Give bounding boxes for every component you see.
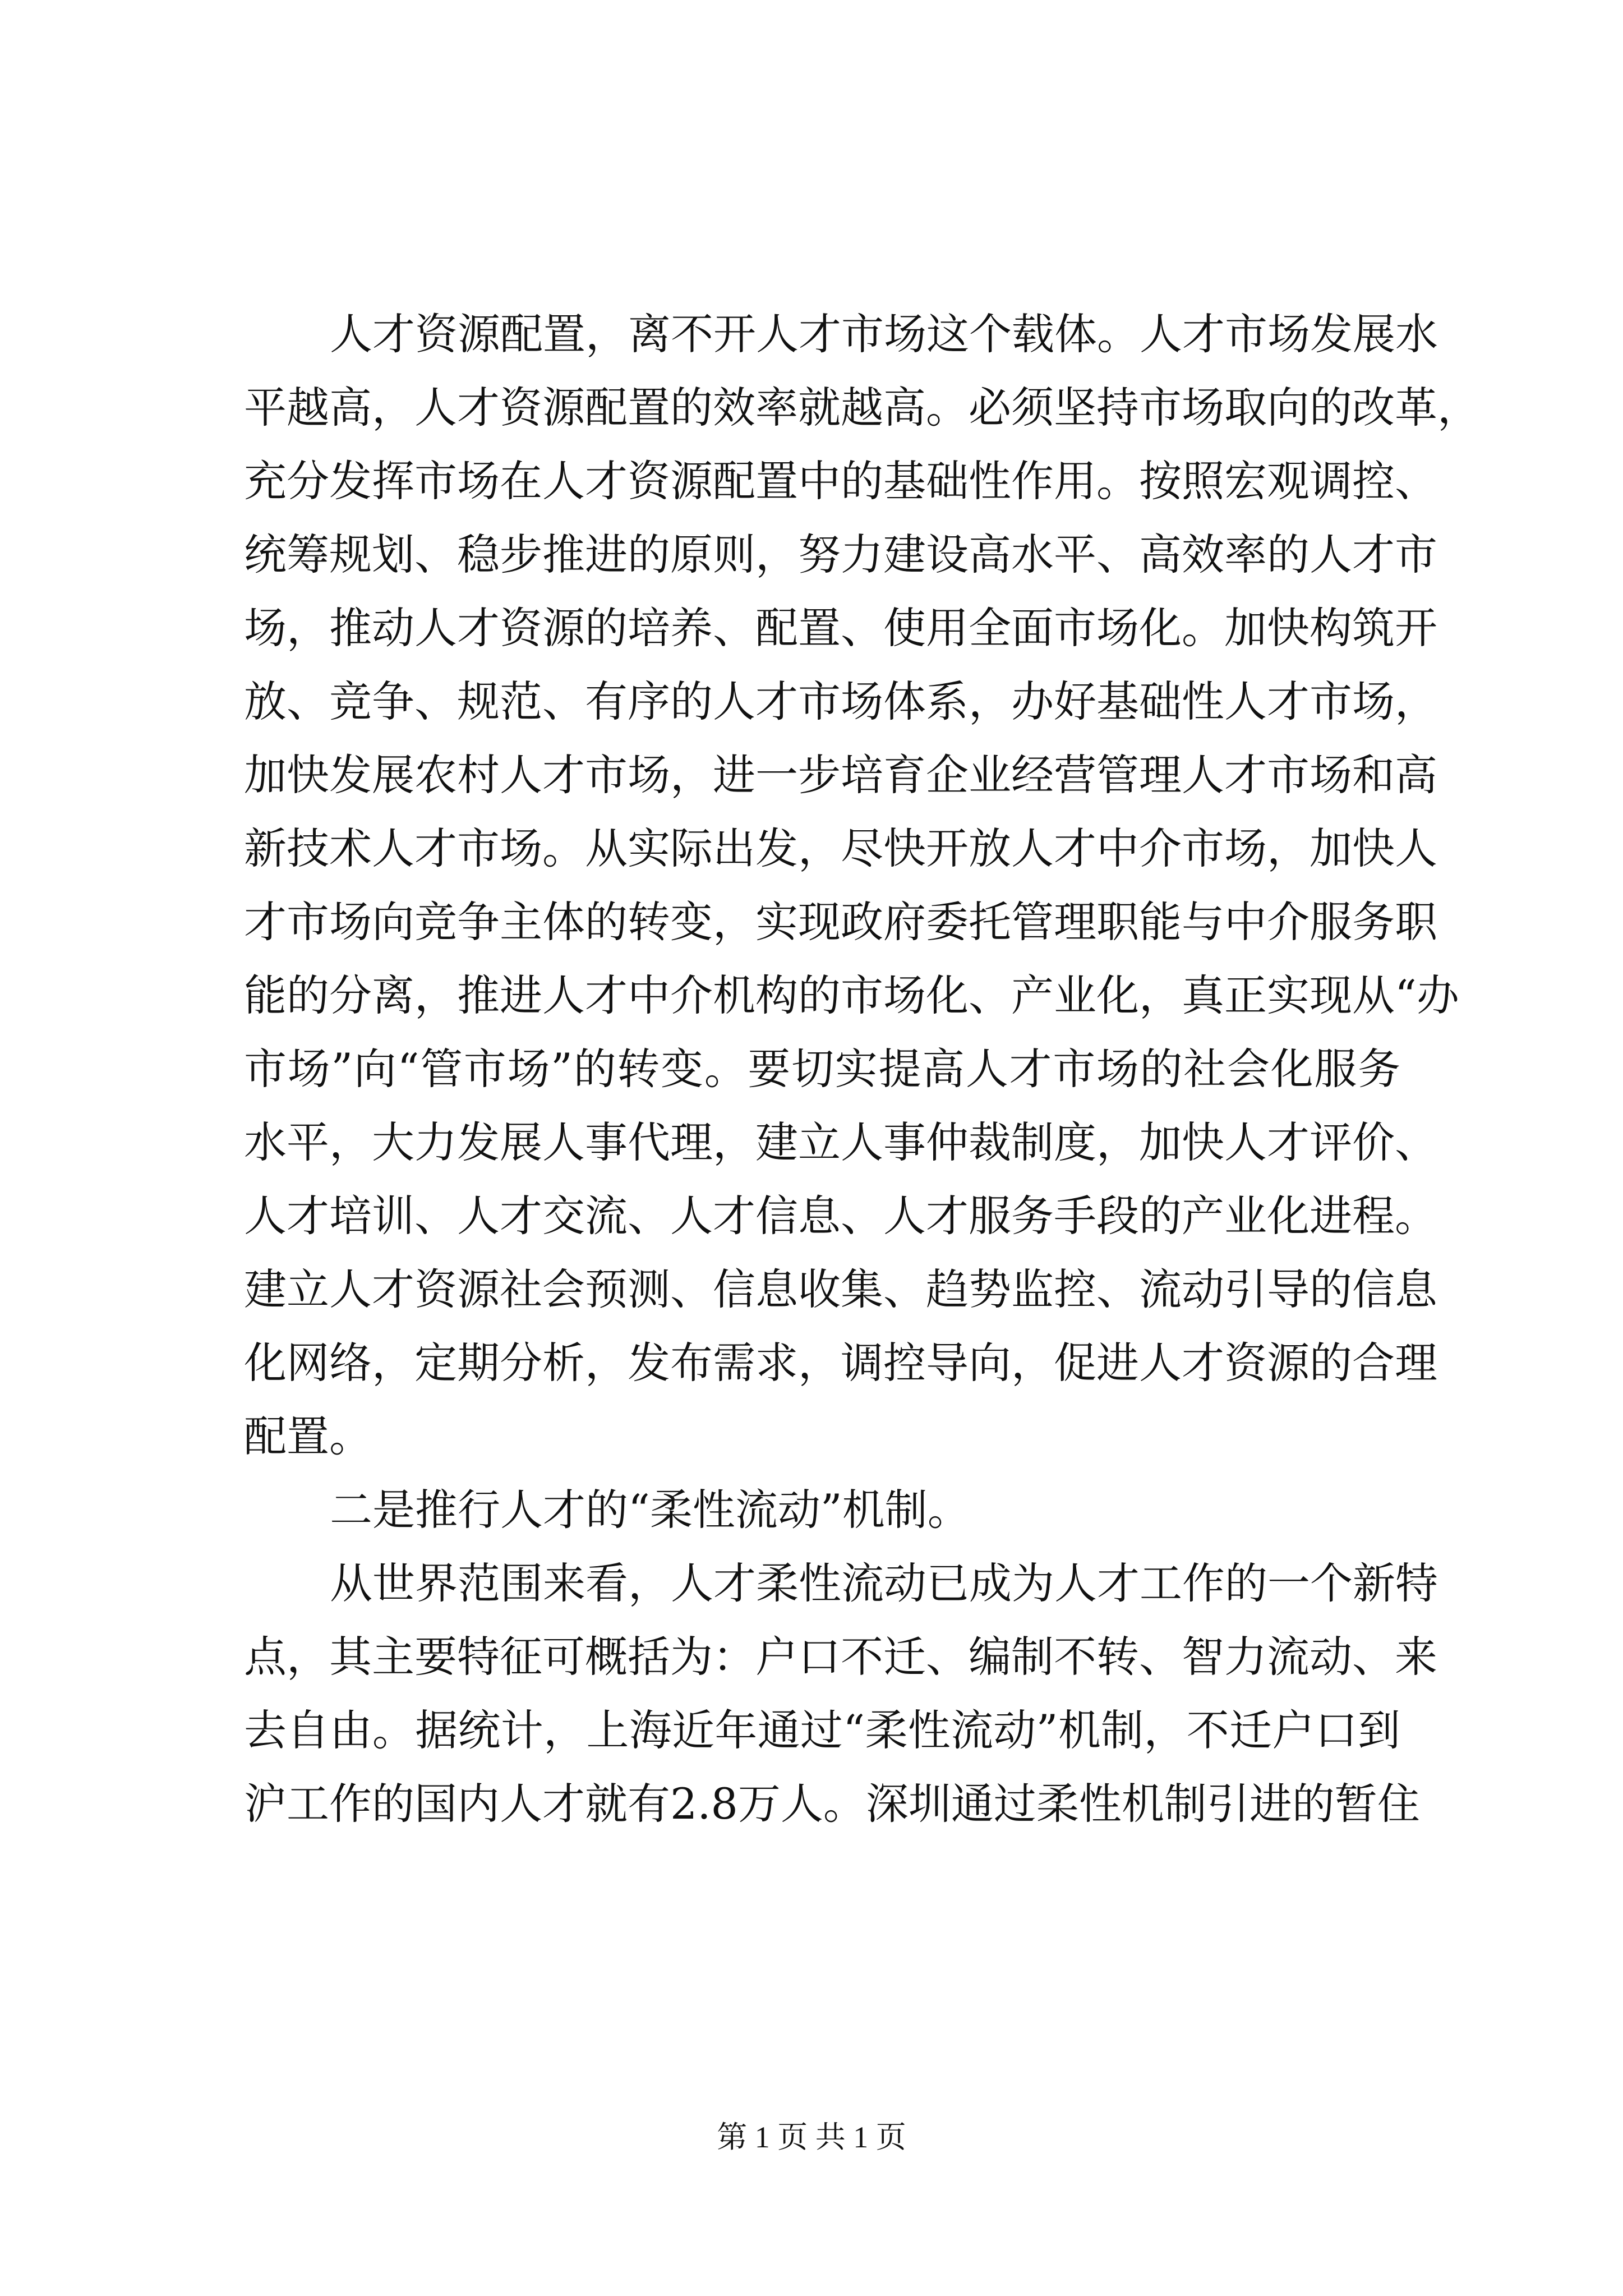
text-line: 从世界范围来看，人才柔性流动已成为人才工作的一个新特 xyxy=(330,1558,1438,1608)
text-line: 新技术人才市场。从实际出发，尽快开放人才中介市场，加快人 xyxy=(244,823,1437,873)
text-line: 水平，大力发展人事代理，建立人事仲裁制度，加快人才评价、 xyxy=(244,1117,1437,1167)
text-line: 市场”向“管市场”的转变。要切实提高人才市场的社会化服务 xyxy=(244,1044,1400,1094)
text-line: 建立人才资源社会预测、信息收集、趋势监控、流动引导的信息 xyxy=(244,1264,1437,1314)
text-line: 场，推动人才资源的培养、配置、使用全面市场化。加快构筑开 xyxy=(244,603,1437,653)
page-number-label: 第 1 页 共 1 页 xyxy=(717,2120,906,2154)
text-line: 配置。 xyxy=(244,1411,372,1461)
text-line: 充分发挥市场在人才资源配置中的基础性作用。按照宏观调控、 xyxy=(244,456,1437,506)
text-line: 人才培训、人才交流、人才信息、人才服务手段的产业化进程。 xyxy=(244,1191,1437,1241)
text-line: 才市场向竞争主体的转变，实现政府委托管理职能与中介服务职 xyxy=(244,897,1437,947)
text-line: 统筹规划、稳步推进的原则，努力建设高水平、高效率的人才市 xyxy=(244,530,1437,579)
text-line: 点，其主要特征可概括为：户口不迁、编制不转、智力流动、来 xyxy=(244,1632,1437,1682)
text-line: 加快发展农村人才市场，进一步培育企业经营管理人才市场和高 xyxy=(244,750,1437,800)
text-line: 人才资源配置，离不开人才市场这个载体。人才市场发展水 xyxy=(330,309,1438,359)
text-line: 化网络，定期分析，发布需求，调控导向，促进人才资源的合理 xyxy=(244,1338,1437,1388)
text-line: 平越高，人才资源配置的效率就越高。必须坚持市场取向的改革， xyxy=(244,383,1480,432)
document-body xyxy=(244,297,1480,1841)
text-line: 去自由。据统计，上海近年通过“柔性流动”机制，不迁户口到 xyxy=(244,1705,1400,1755)
section-heading: 二是推行人才的“柔性流动”机制。 xyxy=(330,1485,970,1535)
text-line: 放、竞争、规范、有序的人才市场体系，办好基础性人才市场， xyxy=(244,677,1437,726)
text-line: 能的分离，推进人才中介机构的市场化、产业化，真正实现从“办 xyxy=(244,970,1459,1020)
text-line: 沪工作的国内人才就有2.8万人。深圳通过柔性机制引进的暂住 xyxy=(244,1779,1420,1829)
page-footer xyxy=(0,2118,1623,2157)
